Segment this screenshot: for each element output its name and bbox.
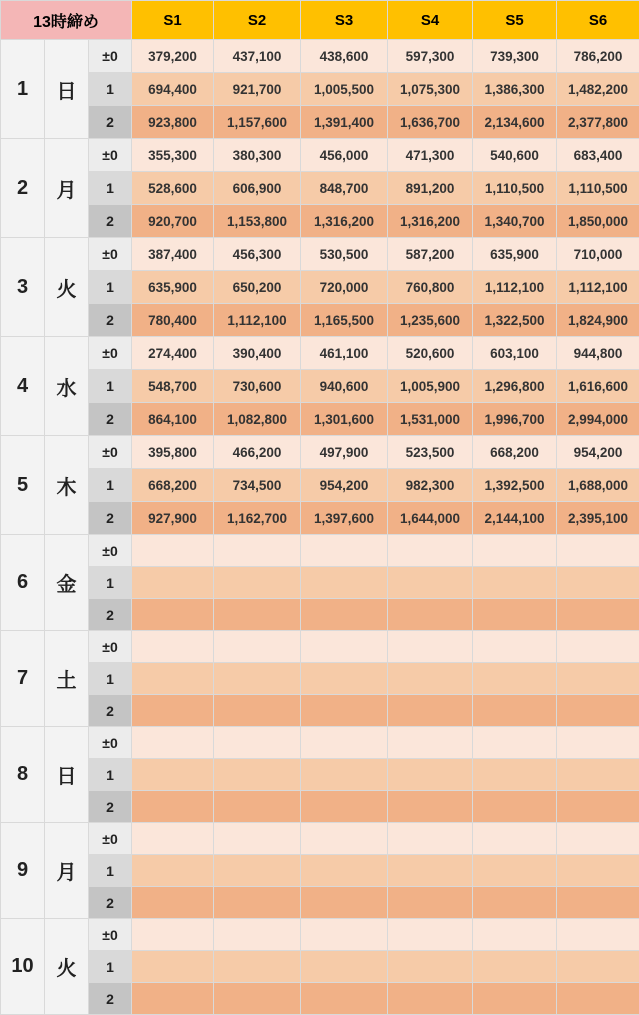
price-cell: [388, 631, 473, 663]
price-cell: 668,200: [473, 436, 557, 469]
price-cell: [132, 855, 214, 887]
day-number: 9: [1, 823, 45, 919]
price-cell: [473, 727, 557, 759]
price-cell: [388, 855, 473, 887]
price-cell: [388, 759, 473, 791]
price-cell: 940,600: [301, 370, 388, 403]
offset-label: ±0: [89, 535, 132, 567]
price-cell: [557, 855, 639, 887]
offset-label: ±0: [89, 40, 132, 73]
price-cell: [132, 951, 214, 983]
weekday-label: 日: [45, 40, 89, 139]
price-cell: 683,400: [557, 139, 639, 172]
price-cell: 1,082,800: [214, 403, 301, 436]
price-cell: 1,075,300: [388, 73, 473, 106]
day-number: 2: [1, 139, 45, 238]
price-cell: 848,700: [301, 172, 388, 205]
price-cell: [214, 759, 301, 791]
price-cell: 1,296,800: [473, 370, 557, 403]
price-cell: [557, 567, 639, 599]
price-cell: [301, 887, 388, 919]
offset-label: ±0: [89, 631, 132, 663]
weekday-label: 木: [45, 436, 89, 535]
slot-header-s4: S4: [388, 1, 473, 40]
weekday-label: 土: [45, 631, 89, 727]
offset-label: 2: [89, 403, 132, 436]
table-row: [1, 887, 639, 919]
price-cell: 668,200: [132, 469, 214, 502]
price-cell: [301, 823, 388, 855]
price-cell: 786,200: [557, 40, 639, 73]
offset-label: 2: [89, 791, 132, 823]
offset-label: 2: [89, 304, 132, 337]
price-cell: 456,000: [301, 139, 388, 172]
price-cell: [214, 695, 301, 727]
price-cell: 497,900: [301, 436, 388, 469]
price-cell: 1,110,500: [473, 172, 557, 205]
price-cell: 2,144,100: [473, 502, 557, 535]
offset-label: 1: [89, 370, 132, 403]
offset-label: ±0: [89, 139, 132, 172]
price-cell: [214, 855, 301, 887]
price-cell: [301, 535, 388, 567]
slot-header-s5: S5: [473, 1, 557, 40]
offset-label: 2: [89, 983, 132, 1015]
price-cell: 1,616,600: [557, 370, 639, 403]
price-cell: [301, 695, 388, 727]
price-cell: 587,200: [388, 238, 473, 271]
offset-label: 1: [89, 951, 132, 983]
table-row: [1, 403, 639, 436]
price-cell: 2,134,600: [473, 106, 557, 139]
price-cell: 540,600: [473, 139, 557, 172]
table-row: [1, 40, 639, 73]
price-cell: 635,900: [473, 238, 557, 271]
price-cell: [132, 823, 214, 855]
price-cell: [388, 951, 473, 983]
price-cell: 523,500: [388, 436, 473, 469]
table-row: [1, 919, 639, 951]
slot-header-s3: S3: [301, 1, 388, 40]
offset-label: 2: [89, 106, 132, 139]
price-cell: [473, 951, 557, 983]
table-row: [1, 535, 639, 567]
table-row: [1, 695, 639, 727]
price-cell: 390,400: [214, 337, 301, 370]
weekday-label: 水: [45, 337, 89, 436]
price-cell: 954,200: [557, 436, 639, 469]
price-cell: [301, 567, 388, 599]
price-cell: [557, 663, 639, 695]
price-cell: [388, 535, 473, 567]
day-number: 3: [1, 238, 45, 337]
price-cell: 864,100: [132, 403, 214, 436]
offset-label: 2: [89, 502, 132, 535]
price-cell: 1,397,600: [301, 502, 388, 535]
weekday-label: 月: [45, 823, 89, 919]
offset-label: 2: [89, 695, 132, 727]
price-cell: [214, 983, 301, 1015]
table-row: [1, 727, 639, 759]
price-cell: [132, 535, 214, 567]
table-row: [1, 855, 639, 887]
price-cell: [557, 791, 639, 823]
price-cell: [473, 919, 557, 951]
price-cell: 982,300: [388, 469, 473, 502]
price-cell: [473, 855, 557, 887]
price-cell: 734,500: [214, 469, 301, 502]
table-row: [1, 238, 639, 271]
table-row: [1, 172, 639, 205]
table-row: [1, 304, 639, 337]
price-cell: 1,162,700: [214, 502, 301, 535]
price-cell: 635,900: [132, 271, 214, 304]
price-cell: 1,531,000: [388, 403, 473, 436]
offset-label: ±0: [89, 823, 132, 855]
price-cell: 1,322,500: [473, 304, 557, 337]
price-cell: [214, 631, 301, 663]
price-cell: [557, 695, 639, 727]
price-cell: [132, 567, 214, 599]
price-cell: [301, 919, 388, 951]
price-cell: 2,377,800: [557, 106, 639, 139]
price-cell: [473, 887, 557, 919]
price-cell: [557, 951, 639, 983]
table-row: [1, 205, 639, 238]
price-cell: 1,824,900: [557, 304, 639, 337]
offset-label: 2: [89, 205, 132, 238]
price-cell: 520,600: [388, 337, 473, 370]
table-row: [1, 791, 639, 823]
price-cell: 1,850,000: [557, 205, 639, 238]
day-number: 1: [1, 40, 45, 139]
price-cell: [388, 599, 473, 631]
price-cell: 920,700: [132, 205, 214, 238]
price-cell: [132, 887, 214, 919]
price-cell: 730,600: [214, 370, 301, 403]
price-cell: 720,000: [301, 271, 388, 304]
price-cell: [132, 631, 214, 663]
price-cell: 528,600: [132, 172, 214, 205]
price-cell: [473, 759, 557, 791]
price-cell: 1,112,100: [473, 271, 557, 304]
table-body: [1, 40, 639, 1015]
offset-label: 1: [89, 73, 132, 106]
price-cell: 1,005,900: [388, 370, 473, 403]
table-row: [1, 502, 639, 535]
day-number: 7: [1, 631, 45, 727]
price-cell: 456,300: [214, 238, 301, 271]
price-cell: 1,157,600: [214, 106, 301, 139]
price-cell: 1,391,400: [301, 106, 388, 139]
price-cell: 1,482,200: [557, 73, 639, 106]
price-cell: 891,200: [388, 172, 473, 205]
table-row: [1, 567, 639, 599]
table-row: [1, 599, 639, 631]
day-number: 10: [1, 919, 45, 1015]
price-cell: [473, 791, 557, 823]
price-cell: 780,400: [132, 304, 214, 337]
price-cell: 1,005,500: [301, 73, 388, 106]
price-cell: 395,800: [132, 436, 214, 469]
offset-label: 1: [89, 855, 132, 887]
table-row: [1, 983, 639, 1015]
price-cell: [214, 887, 301, 919]
price-cell: [301, 599, 388, 631]
price-cell: 1,153,800: [214, 205, 301, 238]
table-row: [1, 951, 639, 983]
price-cell: 1,644,000: [388, 502, 473, 535]
price-cell: [557, 631, 639, 663]
price-cell: 1,636,700: [388, 106, 473, 139]
table-row: [1, 73, 639, 106]
price-cell: [388, 567, 473, 599]
offset-label: 1: [89, 567, 132, 599]
offset-label: 1: [89, 759, 132, 791]
price-cell: [473, 567, 557, 599]
price-cell: [301, 631, 388, 663]
slot-header-s2: S2: [214, 1, 301, 40]
price-cell: [557, 823, 639, 855]
price-cell: [214, 599, 301, 631]
price-cell: [301, 727, 388, 759]
price-cell: 710,000: [557, 238, 639, 271]
price-cell: 437,100: [214, 40, 301, 73]
price-cell: [473, 983, 557, 1015]
price-cell: 380,300: [214, 139, 301, 172]
day-number: 5: [1, 436, 45, 535]
price-cell: [301, 951, 388, 983]
table-row: [1, 469, 639, 502]
offset-label: 1: [89, 172, 132, 205]
weekday-label: 月: [45, 139, 89, 238]
weekday-label: 火: [45, 238, 89, 337]
price-cell: [388, 983, 473, 1015]
offset-label: 1: [89, 663, 132, 695]
price-cell: 694,400: [132, 73, 214, 106]
price-cell: 530,500: [301, 238, 388, 271]
price-cell: 1,340,700: [473, 205, 557, 238]
offset-label: ±0: [89, 727, 132, 759]
table-row: [1, 436, 639, 469]
price-cell: 921,700: [214, 73, 301, 106]
price-cell: [132, 663, 214, 695]
price-cell: 927,900: [132, 502, 214, 535]
price-cell: [301, 855, 388, 887]
price-cell: 1,301,600: [301, 403, 388, 436]
price-cell: 760,800: [388, 271, 473, 304]
price-cell: [214, 791, 301, 823]
price-cell: [214, 951, 301, 983]
price-cell: [473, 695, 557, 727]
price-cell: [557, 983, 639, 1015]
price-cell: [557, 535, 639, 567]
table-row: [1, 663, 639, 695]
price-cell: [473, 663, 557, 695]
day-number: 6: [1, 535, 45, 631]
table-row: [1, 370, 639, 403]
price-cell: 438,600: [301, 40, 388, 73]
price-cell: 379,200: [132, 40, 214, 73]
weekday-label: 火: [45, 919, 89, 1015]
price-cell: [132, 791, 214, 823]
price-cell: 1,688,000: [557, 469, 639, 502]
price-cell: 944,800: [557, 337, 639, 370]
price-cell: [214, 535, 301, 567]
price-cell: 597,300: [388, 40, 473, 73]
price-cell: [132, 759, 214, 791]
weekday-label: 日: [45, 727, 89, 823]
price-cell: [473, 631, 557, 663]
table-row: [1, 759, 639, 791]
deadline-title: 13時締め: [1, 1, 132, 40]
table-row: [1, 271, 639, 304]
price-cell: [132, 599, 214, 631]
price-cell: [388, 823, 473, 855]
price-cell: 923,800: [132, 106, 214, 139]
table-row: [1, 631, 639, 663]
table-row: [1, 337, 639, 370]
weekday-label: 金: [45, 535, 89, 631]
price-cell: [301, 663, 388, 695]
price-cell: [557, 599, 639, 631]
price-cell: [557, 919, 639, 951]
price-cell: 603,100: [473, 337, 557, 370]
price-cell: 466,200: [214, 436, 301, 469]
price-cell: [388, 791, 473, 823]
day-number: 8: [1, 727, 45, 823]
price-cell: 1,112,100: [214, 304, 301, 337]
price-cell: 2,395,100: [557, 502, 639, 535]
price-cell: 650,200: [214, 271, 301, 304]
price-cell: [214, 727, 301, 759]
price-cell: [132, 983, 214, 1015]
price-cell: [132, 919, 214, 951]
header-row: [1, 1, 639, 40]
offset-label: ±0: [89, 238, 132, 271]
price-cell: [214, 919, 301, 951]
price-cell: [473, 823, 557, 855]
price-cell: 387,400: [132, 238, 214, 271]
price-cell: [388, 663, 473, 695]
price-cell: [388, 887, 473, 919]
offset-label: ±0: [89, 436, 132, 469]
price-cell: [473, 599, 557, 631]
slot-header-s1: S1: [132, 1, 214, 40]
price-cell: [473, 535, 557, 567]
offset-label: 1: [89, 469, 132, 502]
table-row: [1, 106, 639, 139]
offset-label: 2: [89, 599, 132, 631]
price-cell: 1,386,300: [473, 73, 557, 106]
price-cell: [132, 727, 214, 759]
price-cell: [557, 759, 639, 791]
price-cell: 1,996,700: [473, 403, 557, 436]
price-cell: 461,100: [301, 337, 388, 370]
price-cell: 1,165,500: [301, 304, 388, 337]
price-cell: 1,316,200: [388, 205, 473, 238]
price-cell: 1,112,100: [557, 271, 639, 304]
price-cell: [388, 695, 473, 727]
offset-label: ±0: [89, 919, 132, 951]
price-cell: [301, 983, 388, 1015]
price-cell: [388, 727, 473, 759]
offset-label: 2: [89, 887, 132, 919]
price-cell: 1,235,600: [388, 304, 473, 337]
day-number: 4: [1, 337, 45, 436]
price-cell: [557, 727, 639, 759]
price-cell: [214, 663, 301, 695]
price-cell: 954,200: [301, 469, 388, 502]
price-cell: 606,900: [214, 172, 301, 205]
table-row: [1, 823, 639, 855]
table-row: [1, 139, 639, 172]
price-cell: 274,400: [132, 337, 214, 370]
price-cell: [388, 919, 473, 951]
offset-label: ±0: [89, 337, 132, 370]
price-cell: [557, 887, 639, 919]
offset-label: 1: [89, 271, 132, 304]
slot-header-s6: S6: [557, 1, 639, 40]
price-cell: 548,700: [132, 370, 214, 403]
price-cell: 1,392,500: [473, 469, 557, 502]
price-cell: 739,300: [473, 40, 557, 73]
price-cell: [301, 759, 388, 791]
price-cell: 1,316,200: [301, 205, 388, 238]
price-cell: [214, 567, 301, 599]
price-cell: 2,994,000: [557, 403, 639, 436]
price-cell: [132, 695, 214, 727]
price-cell: [214, 823, 301, 855]
price-cell: 1,110,500: [557, 172, 639, 205]
price-cell: [301, 791, 388, 823]
price-cell: 471,300: [388, 139, 473, 172]
price-cell: 355,300: [132, 139, 214, 172]
